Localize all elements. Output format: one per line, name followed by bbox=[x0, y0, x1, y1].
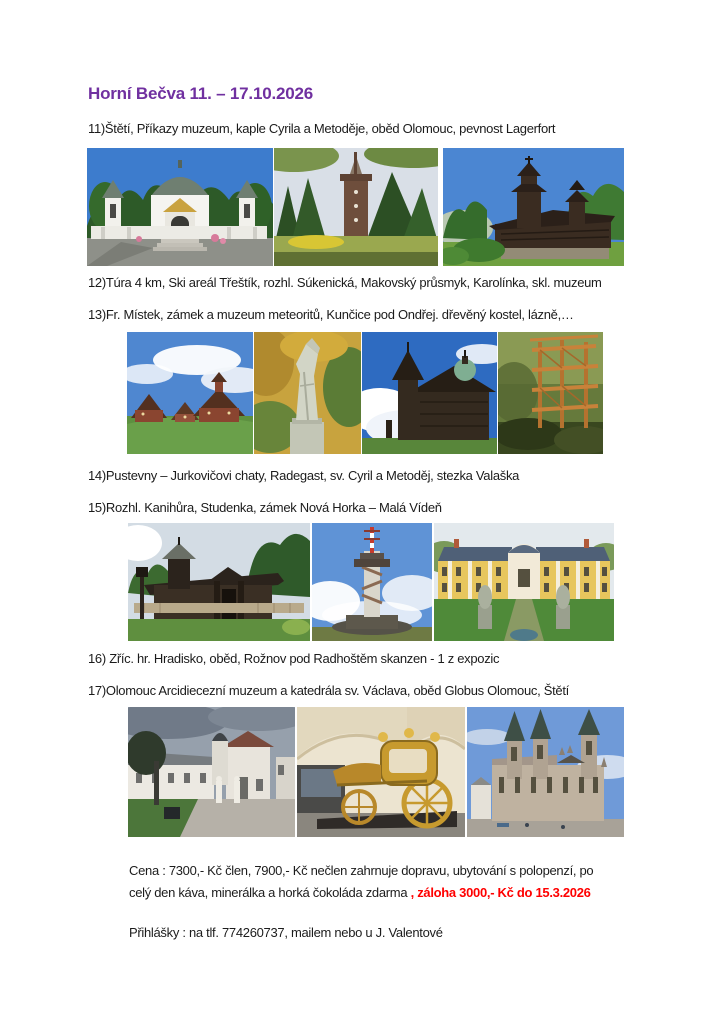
itinerary-line-11: 11)Štětí, Příkazy muzeum, kaple Cyrila a Metoděje, oběd Olomouc, pevnost Lagerfort bbox=[88, 121, 556, 136]
photo-museum-courtyard bbox=[128, 707, 295, 837]
photo-strip-2 bbox=[127, 332, 603, 454]
photo-radegast-statue bbox=[254, 332, 361, 454]
photo-dark-wooden-church-1 bbox=[443, 148, 624, 266]
photo-stezka-valaska-tower bbox=[498, 332, 603, 454]
photo-wooden-church-gate bbox=[128, 523, 310, 641]
photo-strip-3 bbox=[128, 523, 614, 641]
photo-pustevny-chalets bbox=[127, 332, 253, 454]
itinerary-line-17: 17)Olomouc Arcidiecezní muzeum a katedrála sv. Václava, oběd Globus Olomouc, Štětí bbox=[88, 683, 569, 698]
pricing-line1: Cena : 7300,- Kč člen, 7900,- Kč nečlen zahrnuje dopravu, ubytování s polopenzí, po bbox=[129, 863, 594, 878]
photo-olomouc-cathedral bbox=[467, 707, 624, 837]
itinerary-line-16: 16) Zříc. hr. Hradisko, oběd, Rožnov pod Radhoštěm skanzen - 1 z expozic bbox=[88, 651, 500, 666]
pricing-paragraph bbox=[129, 860, 593, 904]
photo-cyril-metodej-chapel bbox=[362, 332, 497, 454]
photo-kanihura-lookout bbox=[312, 523, 432, 641]
page-title: Horní Bečva 11. – 17.10.2026 bbox=[88, 84, 314, 103]
photo-strip-1 bbox=[87, 148, 624, 266]
contact-line: Přihlášky : na tlf. 774260737, mailem nebo u J. Valentové bbox=[129, 925, 443, 940]
photo-strip-4 bbox=[128, 707, 624, 837]
pricing-deposit-red: , záloha 3000,- Kč do 15.3.2026 bbox=[407, 885, 591, 900]
itinerary-line-14: 14)Pustevny – Jurkovičovi chaty, Radegast, sv. Cyril a Metoděj, stezka Valaška bbox=[88, 468, 520, 483]
photo-golden-carriage bbox=[297, 707, 465, 837]
photo-wooden-lookout-tower bbox=[274, 148, 438, 266]
itinerary-line-12: 12)Túra 4 km, Ski areál Třeštík, rozhl. Súkenická, Makovský průsmyk, Karolínka, skl. muzeum bbox=[88, 275, 602, 290]
pricing-line2: celý den káva, minerálka a horká čokoláda zdarma bbox=[129, 885, 408, 900]
photo-white-chapel bbox=[87, 148, 273, 266]
photo-zamek-nova-horka bbox=[434, 523, 614, 641]
itinerary-line-13: 13)Fr. Místek, zámek a muzeum meteoritů, Kunčice pod Ondřej. dřevěný kostel, lázně,… bbox=[88, 307, 574, 322]
itinerary-line-15: 15)Rozhl. Kanihůra, Studenka, zámek Nová Horka – Malá Vídeň bbox=[88, 500, 442, 515]
